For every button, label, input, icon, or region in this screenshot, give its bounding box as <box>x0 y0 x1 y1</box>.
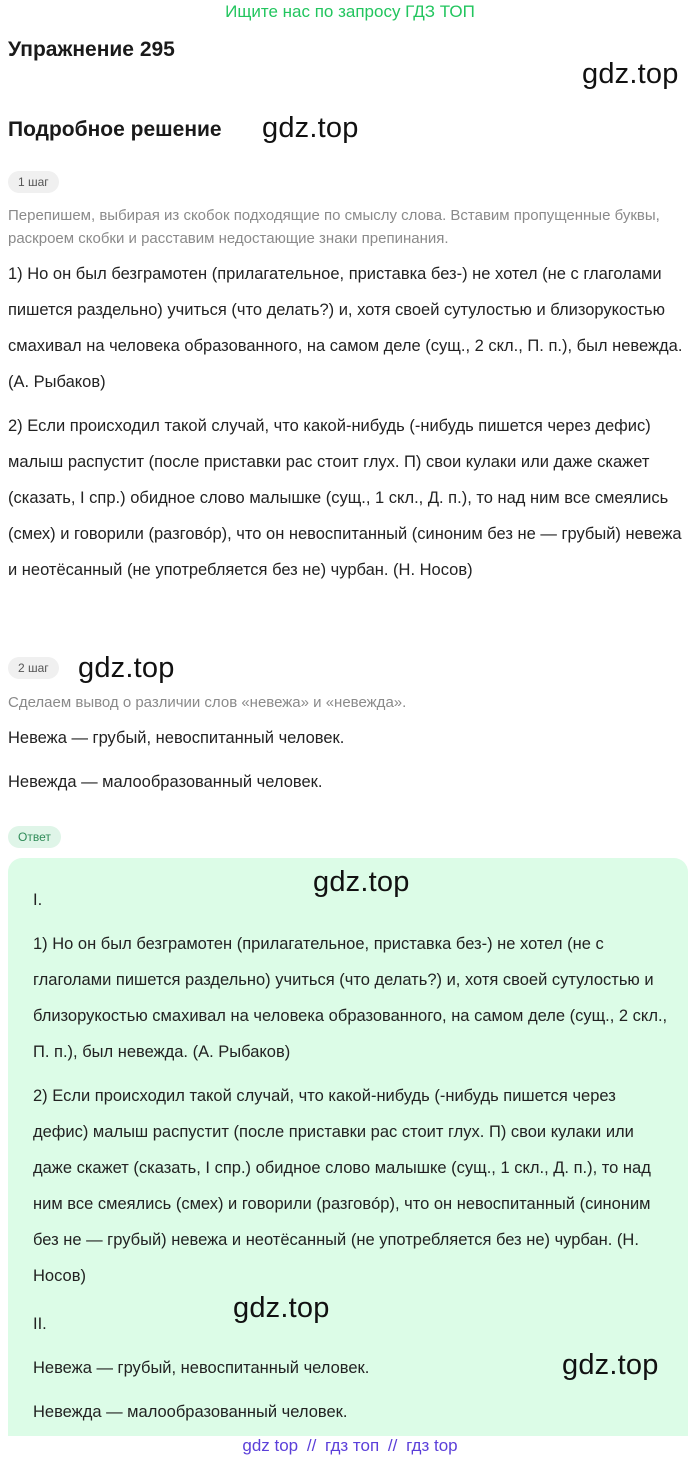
watermark: gdz.top <box>78 652 175 684</box>
step-note: Сделаем вывод о различии слов «невежа» и «невежда». <box>8 694 407 711</box>
watermark: gdz.top <box>233 1292 330 1324</box>
step1-paragraph-1: 1) Но он был безграмотен (прилагательное, приставка без-) не хотел (не с глаголами пишется раздельно) учиться (что делать?) и, хотя своей сутулостью и близорукостью смахивал на человека образованного, на самом деле (сущ., 2 скл., П. п.), был невежда. (А. Рыбаков) <box>8 265 683 391</box>
watermark: gdz.top <box>313 866 410 898</box>
answer-paragraph-1: 1) Но он был безграмотен (прилагательное, приставка без-) не хотел (не с глаголами пишется раздельно) учиться (что делать?) и, хотя своей сутулостью и близорукостью смахивал на человека образованного, на самом деле (сущ., 2 скл., П. п.), был невежда. (А. Рыбаков) <box>33 935 668 1061</box>
footer-link[interactable]: гдз top <box>406 1436 458 1455</box>
solution-title: Подробное решение <box>8 118 222 141</box>
step1-paragraph-2: 2) Если происходил такой случай, что какой-нибудь (-нибудь пишется через дефис) малыш распустит (после приставки рас стоит глух. П) свои кулаки или даже скажет (сказать, I спр.) обидное слово малышке (сущ., 1 скл., Д. п.), то над ним все смеялись (смех) и говорили (разговóр), что он невоспитанный (синоним без не — грубый) невежа и неотёсанный (не употребляется без не) чурбан. (Н. Носов) <box>8 417 682 579</box>
watermark: gdz.top <box>262 112 359 144</box>
answer-roman-1: I. <box>33 891 43 909</box>
step-note: Перепишем, выбирая из скобок подходящие по смыслу слова. Вставим пропущенные буквы, раскроем скобки и расставим недостающие знаки препинания. <box>8 207 660 247</box>
step-badge: 2 шаг <box>8 657 59 679</box>
answer-paragraph-3: Невежа — грубый, невоспитанный человек. <box>33 1359 370 1377</box>
footer-link[interactable]: гдз топ <box>325 1436 380 1455</box>
footer-separator: // <box>387 1436 398 1455</box>
answer-badge: Ответ <box>8 826 61 848</box>
step2-paragraph-2: Невежда — малообразованный человек. <box>8 773 323 791</box>
search-banner: Ищите нас по запросу ГДЗ ТОП <box>225 2 475 21</box>
answer-paragraph-4: Невежда — малообразованный человек. <box>33 1403 348 1421</box>
footer-links <box>0 1436 700 1456</box>
footer-separator: // <box>306 1436 317 1455</box>
step2-paragraph-1: Невежа — грубый, невоспитанный человек. <box>8 729 345 747</box>
step-badge: 1 шаг <box>8 171 59 193</box>
watermark: gdz.top <box>582 58 679 90</box>
watermark: gdz.top <box>562 1349 659 1381</box>
footer-link[interactable]: gdz top <box>242 1436 299 1455</box>
answer-roman-2: II. <box>33 1315 47 1333</box>
exercise-title: Упражнение 295 <box>8 38 175 61</box>
step1-content <box>8 256 690 596</box>
answer-content <box>33 882 673 1302</box>
answer-paragraph-2: 2) Если происходил такой случай, что какой-нибудь (-нибудь пишется через дефис) малыш распустит (после приставки рас стоит глух. П) свои кулаки или даже скажет (сказать, I спр.) обидное слово малышке (сущ., 1 скл., Д. п.), то над ним все смеялись (смех) и говорили (разговóр), что он невоспитанный (синоним без не — грубый) невежа и неотёсанный (не употребляется без не) чурбан. (Н. Носов) <box>33 1087 651 1285</box>
step2-content <box>8 720 690 808</box>
